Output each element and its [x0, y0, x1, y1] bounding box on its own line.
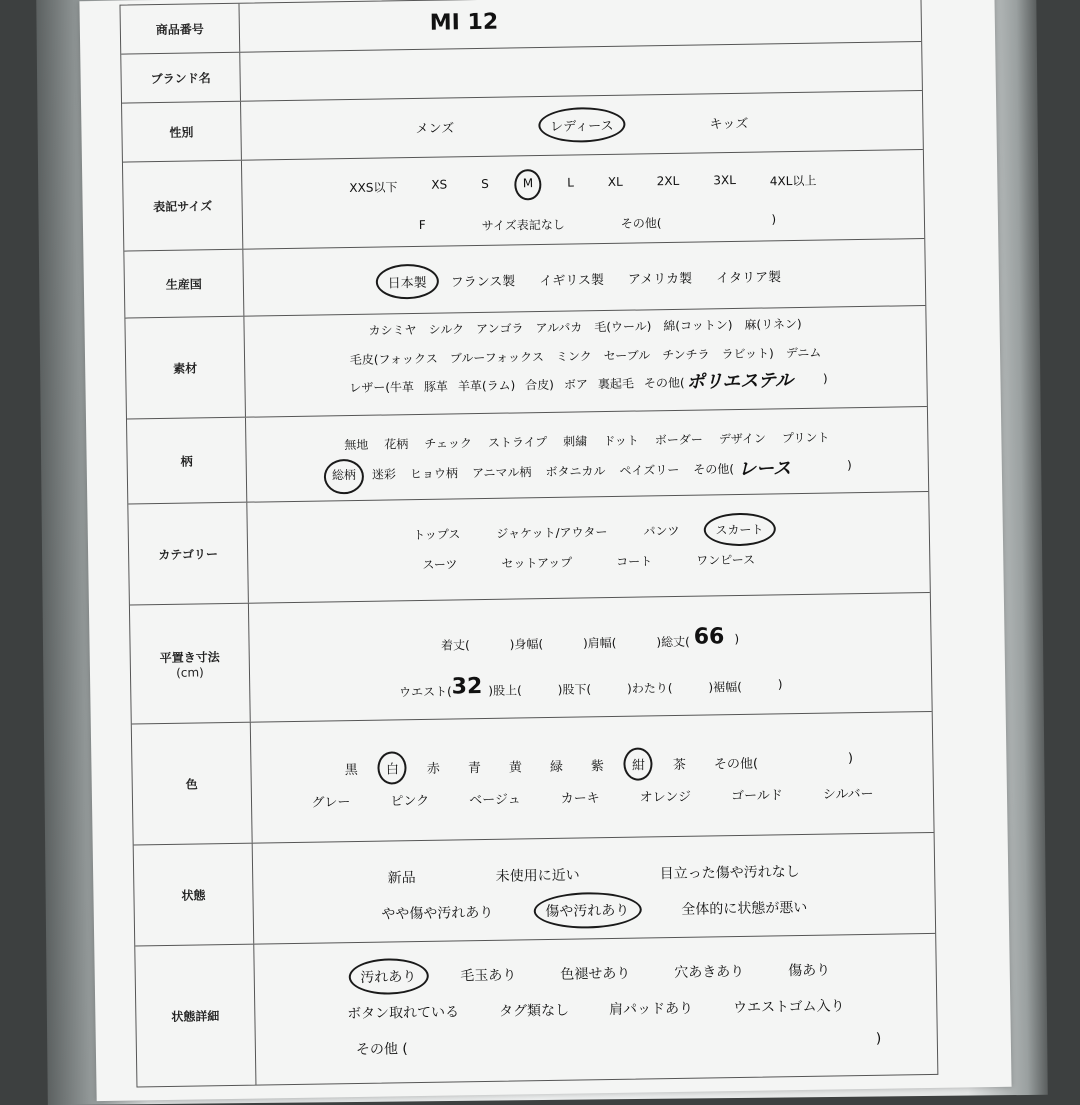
category-option: スーツ — [422, 557, 458, 572]
detail-other-close: ) — [875, 1030, 882, 1047]
label-pattern: 柄 — [127, 418, 247, 504]
detail-option-selected: 汚れあり — [360, 966, 416, 987]
pattern-option: 刺繍 — [563, 434, 588, 449]
pattern-option: プリント — [781, 430, 830, 446]
pattern-option: デザイン — [718, 431, 767, 447]
pattern-option: 無地 — [344, 437, 369, 453]
material-option: 麻(リネン) — [744, 316, 802, 332]
material-option: 羊革(ラム) — [457, 378, 516, 394]
gender-option: キッズ — [709, 116, 749, 133]
material-option: 豚革 — [423, 379, 449, 394]
pattern-other-handwritten: レース — [737, 458, 792, 480]
category-option: ジャケット/アウター — [496, 525, 608, 541]
measure-label: )裾幅( — [708, 679, 742, 695]
measure-label: )股下( — [557, 682, 592, 697]
color-option: 赤 — [426, 761, 441, 777]
category-option: ワンピース — [696, 552, 756, 568]
size-other-open: その他( — [620, 216, 662, 231]
material-other-open: その他( — [643, 375, 685, 391]
material-option: 綿(コットン) — [663, 318, 733, 334]
origin-option: イタリア製 — [715, 270, 782, 287]
detail-option: 肩パッドあり — [608, 1000, 694, 1019]
detail-option: 穴あきあり — [674, 963, 745, 982]
category-option: コート — [616, 554, 653, 569]
size-other-close: ) — [771, 212, 777, 227]
size-option: F — [418, 217, 426, 232]
checklist-table — [119, 0, 938, 1087]
origin-option: イギリス製 — [539, 273, 605, 290]
row-condition-detail — [135, 934, 937, 1087]
color-option: オレンジ — [639, 789, 692, 806]
pattern-option: ボーダー — [654, 432, 703, 448]
checklist-paper — [79, 0, 1011, 1101]
color-option: ベージュ — [469, 792, 521, 809]
material-other-handwritten: ポリエステル — [686, 370, 794, 393]
pattern-option: アニマル柄 — [471, 465, 532, 481]
color-option: 青 — [467, 761, 482, 777]
color-option: 茶 — [672, 757, 687, 774]
pattern-option: ストライプ — [487, 434, 548, 450]
gender-option-selected: レディース — [550, 115, 614, 135]
color-option: ゴールド — [730, 788, 783, 805]
category-option: トップス — [413, 527, 461, 543]
color-option: カーキ — [560, 791, 600, 807]
material-option: 裏起毛 — [597, 376, 635, 392]
material-option: レザー(牛革 — [349, 380, 415, 396]
color-other-open: その他( — [713, 756, 759, 773]
size-option: S — [481, 176, 489, 191]
label-gender: 性別 — [122, 102, 242, 162]
measure-label: )総丈( — [656, 634, 690, 650]
color-option: グレー — [311, 795, 351, 811]
row-pattern — [127, 407, 928, 505]
label-material: 素材 — [125, 317, 246, 419]
material-option: シルク — [428, 322, 465, 337]
waist-handwritten: 32 — [451, 674, 483, 700]
measure-label: )肩幅( — [582, 635, 617, 651]
measure-close: ) — [777, 677, 783, 692]
color-option: 緑 — [549, 759, 564, 775]
size-option: サイズ表記なし — [481, 217, 565, 233]
label-measurements-unit: (cm) — [176, 664, 204, 680]
material-option: アルパカ — [535, 320, 583, 336]
origin-option-selected: 日本製 — [387, 272, 426, 292]
condition-option: 全体的に状態が悪い — [681, 899, 808, 918]
measure-label: 着丈( — [440, 638, 470, 653]
condition-option: 目立った傷や汚れなし — [659, 864, 800, 883]
row-size — [123, 150, 924, 252]
material-option: ブルーフォックス — [449, 350, 545, 366]
row-origin — [124, 239, 925, 319]
detail-option: ウエストゴム入り — [732, 998, 845, 1017]
material-option: チンチラ — [662, 347, 710, 363]
product-number-value: MI 12 — [429, 9, 499, 36]
category-option: パンツ — [643, 523, 680, 539]
label-category: カテゴリー — [128, 503, 249, 605]
size-option: XXS以下 — [349, 180, 398, 196]
gender-option: メンズ — [415, 121, 455, 137]
size-option: 3XL — [713, 172, 736, 188]
label-brand: ブランド名 — [121, 53, 241, 103]
row-category — [128, 492, 929, 606]
detail-other-open: その他 ( — [355, 1041, 408, 1059]
material-option: ラビット) — [721, 346, 774, 362]
label-origin: 生産国 — [124, 250, 244, 318]
condition-option: やや傷や汚れあり — [381, 904, 494, 923]
detail-option: タグ類なし — [498, 1002, 570, 1020]
pattern-option: 迷彩 — [371, 467, 397, 482]
size-option: 2XL — [656, 173, 680, 189]
material-other-close: ) — [822, 371, 828, 386]
label-size: 表記サイズ — [123, 161, 243, 251]
color-other-close: ) — [847, 751, 854, 767]
origin-option: アメリカ製 — [627, 271, 693, 288]
row-measurements — [130, 593, 932, 725]
condition-option: 未使用に近い — [495, 867, 580, 885]
condition-option: 新品 — [387, 870, 416, 887]
label-product-number: 商品番号 — [120, 4, 240, 54]
measure-label: )股上( — [488, 683, 522, 698]
pattern-option: ドット — [603, 433, 639, 449]
label-color: 色 — [132, 723, 253, 845]
label-condition: 状態 — [134, 844, 255, 946]
pattern-option: 花柄 — [384, 437, 409, 452]
pattern-option: ヒョウ柄 — [409, 466, 459, 482]
material-option: セーブル — [603, 348, 651, 364]
measure-close: ) — [734, 631, 740, 647]
color-option-selected: 紺 — [632, 754, 645, 773]
category-option: セットアップ — [501, 555, 573, 571]
color-option: 黒 — [344, 762, 359, 779]
pattern-other-open: その他( — [693, 462, 735, 477]
color-option-selected: 白 — [386, 758, 399, 777]
pattern-option: ペイズリー — [619, 462, 680, 478]
category-option-selected: スカート — [715, 522, 764, 538]
measure-label: )身幅( — [509, 637, 544, 652]
material-option: デニム — [785, 345, 822, 361]
pattern-other-close: ) — [846, 458, 852, 473]
size-option: L — [567, 175, 574, 190]
material-option: ミンク — [555, 349, 592, 364]
pattern-option: チェック — [424, 436, 473, 451]
material-option: アンゴラ — [475, 321, 524, 337]
color-option: シルバー — [822, 786, 874, 803]
material-option: カシミヤ — [368, 322, 417, 338]
pattern-option: ボタニカル — [545, 464, 606, 479]
row-material — [125, 306, 926, 420]
total-length-handwritten: 66 — [693, 624, 725, 650]
row-condition — [134, 833, 935, 947]
color-option: 黄 — [508, 760, 523, 776]
detail-option: 色褪せあり — [560, 965, 631, 983]
detail-option: ボタン取れている — [347, 1004, 460, 1023]
color-option: 紫 — [590, 759, 605, 775]
size-option: 4XL以上 — [769, 173, 817, 189]
row-color — [132, 712, 934, 846]
detail-option: 毛玉あり — [460, 967, 517, 985]
measure-label: ウエスト( — [398, 684, 452, 700]
origin-option: フランス製 — [450, 274, 516, 291]
detail-option: 傷あり — [788, 962, 831, 980]
label-condition-detail: 状態詳細 — [135, 945, 256, 1087]
material-option: ボア — [563, 377, 589, 392]
size-option: XL — [607, 174, 623, 189]
measure-label: )わたり( — [626, 681, 673, 696]
material-option: 毛(ウール) — [594, 319, 652, 335]
pattern-option-selected: 総柄 — [332, 466, 356, 487]
size-option-selected: M — [523, 176, 534, 193]
material-option: 合皮) — [525, 377, 555, 393]
color-option: ピンク — [390, 793, 430, 810]
material-option: 毛皮(フォックス — [349, 351, 438, 368]
condition-option-selected: 傷や汚れあり — [545, 900, 629, 921]
size-option: XS — [431, 177, 448, 192]
label-measurements: 平置き寸法 — [159, 649, 220, 665]
